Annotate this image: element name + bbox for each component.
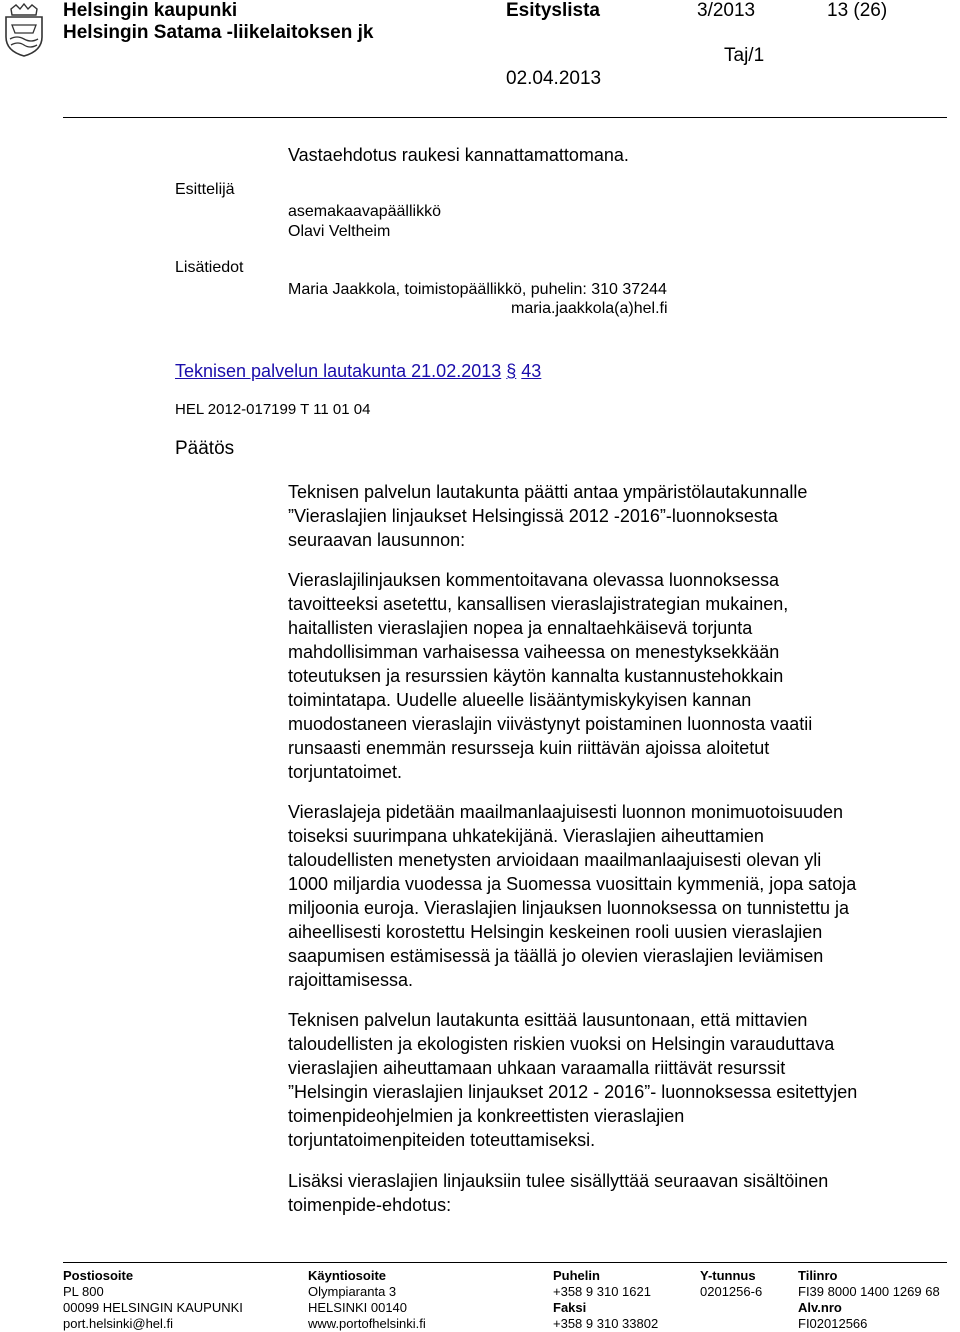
phone-label: Puhelin <box>553 1268 600 1283</box>
ytunnus-label: Y-tunnus <box>700 1268 756 1283</box>
fax-number: +358 9 310 33802 <box>553 1316 659 1331</box>
bank-label: Tilinro <box>798 1268 838 1283</box>
visit-street: Olympiaranta 3 <box>308 1284 397 1299</box>
document-type: Esityslista <box>506 0 600 21</box>
visit-website: www.portofhelsinki.fi <box>308 1316 426 1331</box>
section-mark[interactable]: § <box>506 361 517 381</box>
postal-email: port.helsinki@hel.fi <box>63 1316 174 1331</box>
footer-divider <box>63 1262 947 1263</box>
footer-bank <box>798 1268 940 1332</box>
presenter-label: Esittelijä <box>175 181 235 198</box>
decision-paragraph-2: Vieraslajilinjauksen kommentoitavana olevassa luonnoksessa tavoitteeksi asetettu, kansallisen vieraslajistrategian mukainen, haitallisten vieraslajien nopea ja ennaltaehkäisevä torjunta mahdollisimman varhaisessa vaiheessa on menestyksekkään toteutuksen ja resurssien käytön kannalta kustannustehokkain toimintatapa. Uudelle alueelle lisääntymiskykyisen kannan muodostaneen vieraslajin viivästynyt poistaminen luonnosta vaatii runsaasti enemmän resursseja kuin riittävän ajoissa aloitetut torjuntatoimet. <box>288 570 813 782</box>
helsinki-crest-logo <box>3 3 45 57</box>
organization-subunit: Helsingin Satama -liikelaitoksen jk <box>63 22 374 43</box>
contact-person: Maria Jaakkola, toimistopäällikkö, puhelin: 310 37244 <box>288 281 667 298</box>
case-id: HEL 2012-017199 T 11 01 04 <box>175 401 371 418</box>
postal-city: 00099 HELSINGIN KAUPUNKI <box>63 1300 243 1315</box>
vat-number: FI02012566 <box>798 1316 868 1331</box>
fax-label: Faksi <box>553 1300 587 1315</box>
presenter-title: asemakaavapäällikkö <box>288 203 441 220</box>
decision-heading: Päätös <box>175 438 235 459</box>
section-number[interactable]: 43 <box>521 361 542 381</box>
postal-label: Postiosoite <box>63 1268 134 1283</box>
decision-paragraph-3: Vieraslajeja pidetään maailmanlaajuisesti luonnon monimuotoisuuden toiseksi suurimpana uhkatekijänä. Vieraslajien aiheuttamien taloudellisten menetysten arvioidaan maailmanlaajuisesti olevan yli 1000 miljardia vuodessa ja Suomessa vuosittain kymmeniä, jopa satoja miljoonia euroja. Vieraslajien linjauksen luonnoksessa on tunnistettu ja aiheellisesti korostettu Helsingin keskeinen rooli uusien vieraslajien saapumisen estämisessä ja täällä jo olevien vieraslajien leviämisen rajoittamisessa. <box>288 802 857 990</box>
footer-phone <box>553 1268 658 1332</box>
presenter-name: Olavi Veltheim <box>288 223 391 240</box>
vat-label: Alv.nro <box>798 1300 842 1315</box>
footer-postal <box>63 1268 243 1332</box>
decision-paragraph-5: Lisäksi vieraslajien linjauksiin tulee sisällyttää seuraavan sisältöinen toimenpide-ehdotus: <box>288 1171 829 1215</box>
info-label: Lisätiedot <box>175 259 244 276</box>
contact-email: maria.jaakkola(a)hel.fi <box>511 300 668 317</box>
phone-number: +358 9 310 1621 <box>553 1284 651 1299</box>
organization-name: Helsingin kaupunki <box>63 0 238 21</box>
postal-box: PL 800 <box>63 1284 104 1299</box>
section-code: Taj/1 <box>724 45 765 66</box>
decision-paragraph-1: Teknisen palvelun lautakunta päätti antaa ympäristölautakunnalle ”Vieraslajien linjaukset Helsingissä 2012 -2016”-luonnoksesta seuraavan lausunnon: <box>288 482 808 550</box>
footer-ytunnus <box>700 1268 762 1300</box>
footer-visit <box>308 1268 426 1332</box>
document-number: 3/2013 <box>697 0 756 21</box>
header-divider <box>63 117 947 118</box>
visit-city: HELSINKI 00140 <box>308 1300 408 1315</box>
meeting-reference-link[interactable]: Teknisen palvelun lautakunta 21.02.2013 <box>175 361 502 381</box>
bank-account: FI39 8000 1400 1269 68 <box>798 1284 940 1299</box>
intro-line: Vastaehdotus raukesi kannattamattomana. <box>288 145 629 165</box>
meeting-reference[interactable] <box>175 359 541 383</box>
visit-label: Käyntiosoite <box>308 1268 387 1283</box>
page-number: 13 (26) <box>827 0 888 21</box>
decision-paragraph-4: Teknisen palvelun lautakunta esittää lausuntonaan, että mittavien taloudellisten ja ekologisten riskien vuoksi on Helsingin varauduttava vieraslajien aiheuttamaan uhkaan varaamalla riittävät resurssit ”Helsingin vieraslajien linjaukset 2012 - 2016”- luonnoksessa esitettyjen toimenpideohjelmien ja konkreettisten vieraslajien torjuntatoimenpiteiden toteuttamiseksi. <box>288 1010 858 1150</box>
ytunnus-value: 0201256-6 <box>700 1284 763 1299</box>
meeting-date: 02.04.2013 <box>506 68 602 89</box>
